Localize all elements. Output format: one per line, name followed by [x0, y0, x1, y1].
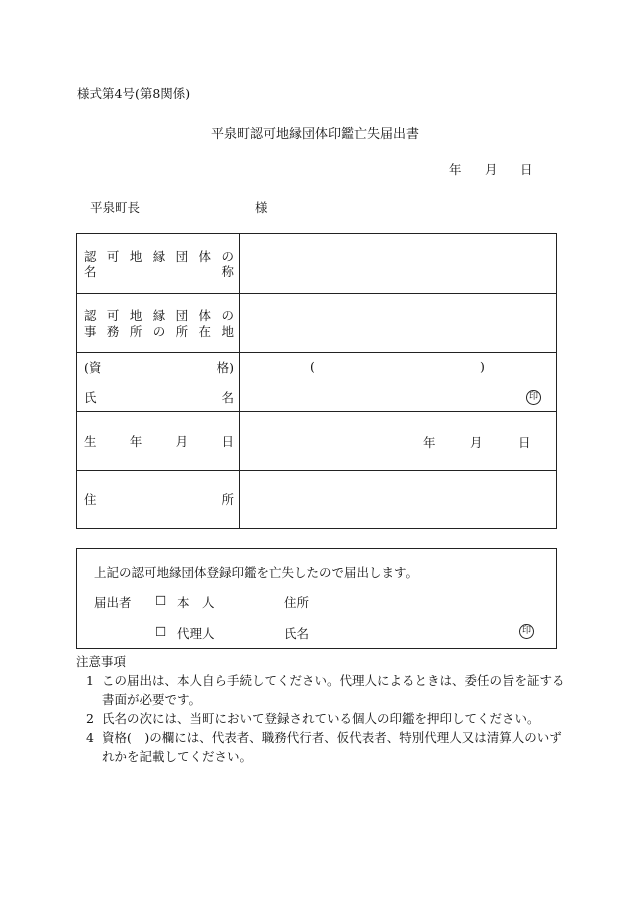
birth-day-label: 日 — [518, 435, 531, 450]
row-divider — [77, 352, 556, 353]
office-location-field[interactable] — [247, 300, 547, 344]
form-table — [76, 233, 557, 529]
birth-date-field[interactable] — [247, 424, 547, 458]
declaration-box — [76, 548, 557, 649]
office-label-line1: 認 可 地 縁 団 体 の — [84, 308, 234, 323]
birth-date-label: 生 年 月 日 — [84, 434, 234, 449]
applicant-label: 届出者 — [94, 595, 132, 610]
form-number: 様式第4号(第8関係) — [77, 86, 191, 101]
column-divider — [239, 234, 240, 528]
date-month-label: 月 — [485, 162, 498, 177]
note-item: 4 資格( )の欄には、代表者、職務代行者、仮代表者、特別代理人又は清算人のいずれかを記載してください。 — [86, 730, 562, 764]
notes-heading: 注意事項 — [76, 654, 127, 669]
seal-icon: 印 — [519, 624, 534, 639]
notes-section — [76, 652, 566, 766]
row-divider — [77, 411, 556, 412]
row-divider — [77, 470, 556, 471]
qualification-open-paren: ( — [310, 359, 315, 374]
self-option-label: 本 人 — [177, 595, 215, 610]
org-name-label-line2: 名 称 — [84, 264, 234, 279]
address-field[interactable] — [247, 480, 547, 522]
agent-option-label: 代理人 — [177, 626, 215, 641]
applicant-name-field[interactable] — [317, 620, 507, 640]
note-item: 2 氏名の次には、当町において登録されている個人の印鑑を押印してください。 — [86, 711, 540, 726]
address-label: 住 所 — [84, 492, 234, 507]
applicant-address-label: 住所 — [284, 595, 310, 610]
name-label: 氏 名 — [84, 390, 234, 405]
name-field[interactable] — [247, 384, 517, 406]
date-day-label: 日 — [520, 162, 533, 177]
birth-year-label: 年 — [423, 435, 436, 450]
self-checkbox[interactable]: ☐ — [155, 593, 167, 608]
honorific: 様 — [255, 200, 268, 215]
row-divider — [77, 293, 556, 294]
qualification-close-paren: ) — [480, 359, 485, 374]
note-item: 1 この届出は、本人自ら手続してください。代理人によるときは、委任の旨を証する書面が必要です。 — [86, 673, 565, 707]
qualification-field[interactable] — [322, 357, 477, 375]
addressee: 平泉町長 — [90, 200, 141, 215]
date-year-label: 年 — [449, 162, 462, 177]
declaration-statement: 上記の認可地縁団体登録印鑑を亡失したので届出します。 — [94, 565, 419, 580]
agent-checkbox[interactable]: ☐ — [155, 624, 167, 639]
office-label-line2: 事 務 所 の 所 在 地 — [84, 324, 234, 339]
qualification-label: (資 格) — [84, 360, 234, 375]
birth-month-label: 月 — [470, 435, 483, 450]
document-title: 平泉町認可地縁団体印鑑亡失届出書 — [210, 127, 419, 142]
applicant-name-label: 氏名 — [284, 626, 310, 641]
org-name-label-line1: 認 可 地 縁 団 体 の — [84, 249, 234, 264]
applicant-address-field[interactable] — [317, 589, 537, 609]
seal-icon: 印 — [526, 390, 541, 405]
org-name-field[interactable] — [247, 242, 547, 286]
